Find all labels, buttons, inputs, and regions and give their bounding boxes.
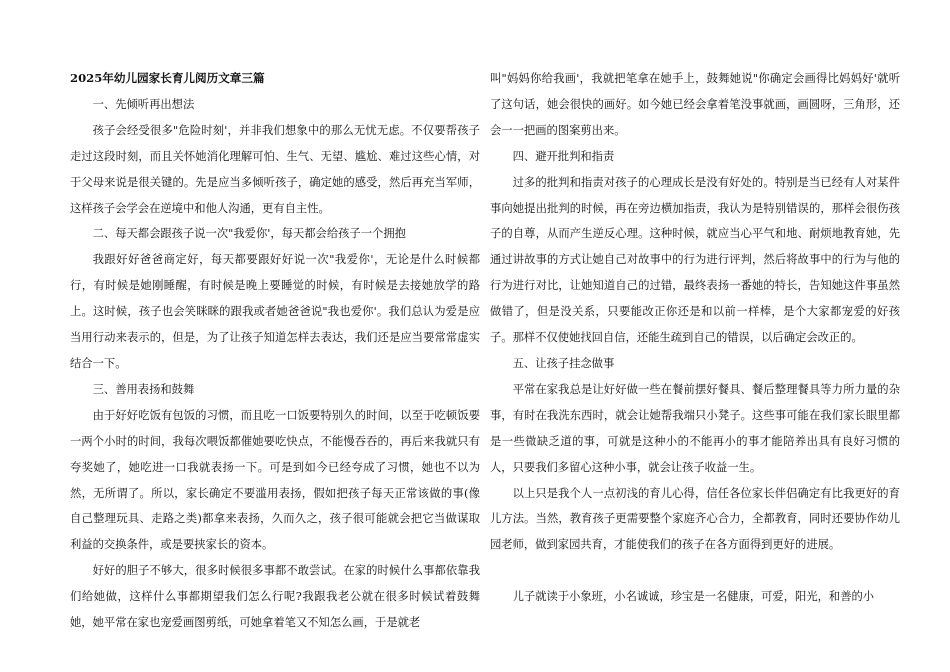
paragraph: 儿子就读于小象班，小名诚诚，珍宝是一名健康，可爱，阳光，和善的小 [512,590,875,604]
section-heading: 一、先倾听再出想法 [92,97,195,111]
section-heading: 四、避开批判和指责 [512,149,615,163]
section-heading: 五、让孩子挂念做事 [512,356,615,370]
section-heading: 三、善用表扬和鼓舞 [92,382,195,396]
paragraph: 以上只是我个人一点初浅的育儿心得，信任各位家长伴侣确定有比我更好的育儿方法。当然，教育孩子更需要整个家庭齐心合力，全都教育，同时还要协作幼儿园老师，做到家园共育，才能使我们的孩子在各方面得到更好的进展。 [490,486,900,552]
paragraph-continued: 叫"妈妈你给我画'，我就把笔拿在她手上，鼓舞她说"你确定会画得比妈妈好'就听了这句话，她会很快的画好。如今她已经会拿着笔没事就画，画圆呀，三角形，还会一一把画的图案剪出来。 [490,72,900,137]
paragraph: 我跟好好爸爸商定好，每天都要跟好好说一次"我爱你'，无论是什么时候都行，有时候是她刚睡醒，有时候是晚上要睡觉的时候，有时候是去接她放学的路上。这时候，孩子也会笑眯眯的跟我或者她爸爸说"我也爱你'。我们总认为爱是应当用行动来表示的，但是，为了让孩子知道怎样去表达，我们还是应当要常常虚实结合一下。 [70,253,480,370]
paragraph: 平常在家我总是让好好做一些在餐前摆好餐具、餐后整理餐具等力所力量的杂事，有时在我洗东西时，就会让她帮我端只小凳子。这些事可能在我们家长眼里都是一些微缺乏道的事，可就是这种小的不能再小的事才能陪养出具有良好习惯的人，只要我们多留心这种小事，就会让孩子收益一生。 [490,382,900,474]
paragraph: 好好的胆子不够大，很多时候很多事都不敢尝试。在家的时候什么事都依靠我们给她做，这样什么事都期望我们怎么行呢?我跟我老公就在很多时候试着鼓舞她，她平常在家也宠爱画图剪纸，可她拿着笔又不知怎么画，于是就老 [70,564,480,630]
paragraph: 过多的批判和指责对孩子的心理成长是没有好处的。特别是当已经有人对某件事向她提出批判的时候，再在旁边横加指责，我认为是特别错误的，那样会很伤孩子的自尊，从而产生逆反心理。这种时候，就应当心平气和地、耐烦地教育她，先通过讲故事的方式让她自己对故事中的行为进行评判，然后将故事中的行为与他的行为进行对比，让她知道自己的过错，最终表扬一番她的特长，告知她这件事虽然做错了，但是没关系，只要能改正你还是和以前一样棒，是个大家都宠爱的好孩子。那样不仅使她找回自信，还能生疏到自己的错误，以后确定会改正的。 [490,175,900,345]
article-title: 2025年幼儿园家长育儿阅历文章三篇 [70,71,265,85]
right-column [490,66,900,610]
section-heading: 二、每天都会跟孩子说一次"我爱你'，每天都会给孩子一个拥抱 [92,227,406,241]
paragraph: 由于好好吃饭有包饭的习惯，而且吃一口饭要特别久的时间，以至于吃顿饭要一两个小时的时间，我每次喂饭都催她要吃快点，不能慢吞吞的，再后来我就只有夸奖她了，她吃进一口我就表扬一下。可是到如今已经夸成了习惯，她也不以为然，无所谓了。所以，家长确定不要滥用表扬，假如把孩子每天正常该做的事(像自己整理玩具、走路之类)都拿来表扬，久而久之，孩子很可能就会把它当做谋取利益的交换条件，或是要挟家长的资本。 [70,408,480,552]
left-column [70,66,480,636]
paragraph: 孩子会经受很多"危险时刻'，并非我们想象中的那么无忧无虑。不仅要帮孩子走过这段时刻，而且关怀她消化理解可怕、生气、无望、尴尬、难过这些心情，对于父母来说是很关键的。先是应当多倾听孩子，确定她的感受，然后再充当军师，这样孩子会学会在逆境中和他人沟通，更有自主性。 [70,123,480,215]
